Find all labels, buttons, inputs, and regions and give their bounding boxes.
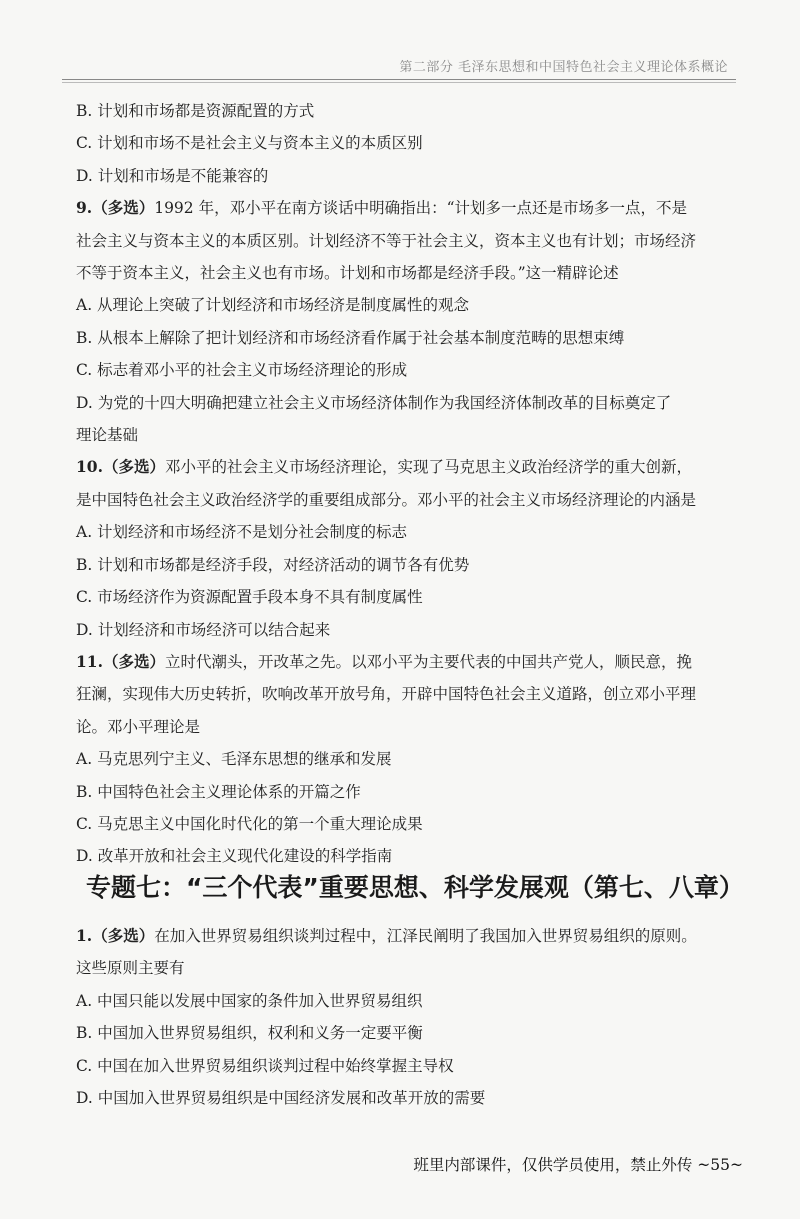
- q11-stem-line-3: 论。邓小平理论是: [76, 717, 201, 736]
- q10-option-c: C. 市场经济作为资源配置手段本身不具有制度属性: [76, 588, 423, 607]
- s7q1-option-c: C. 中国在加入世界贸易组织谈判过程中始终掌握主导权: [76, 1056, 454, 1075]
- q11-type: （多选）: [102, 651, 165, 671]
- q9-option-a: A. 从理论上突破了计划经济和市场经济是制度属性的观念: [76, 296, 470, 315]
- q9-stem-text-1: 1992 年，邓小平在南方谈话中明确指出：“计划多一点还是市场多一点，不是: [154, 199, 688, 218]
- q11-option-a: A. 马克思列宁主义、毛泽东思想的继承和发展: [76, 750, 392, 769]
- q8-option-d: D. 计划和市场是不能兼容的: [76, 166, 269, 185]
- q9-option-c: C. 标志着邓小平的社会主义市场经济理论的形成: [76, 361, 408, 380]
- s7q1-stem-line-1: [76, 920, 736, 952]
- running-header: 第二部分 毛泽东思想和中国特色社会主义理论体系概论: [399, 60, 728, 75]
- q11-stem-text-1: 立时代潮头，开改革之先。以邓小平为主要代表的中国共产党人，顺民意，挽: [164, 652, 692, 671]
- section-heading: 专题七：“三个代表”重要思想、科学发展观（第七、八章）: [86, 873, 744, 902]
- s7q1-number: 1.: [76, 926, 93, 945]
- q11-stem-line-1: [76, 646, 736, 678]
- q11-stem-line-2: 狂澜，实现伟大历史转折，吹响改革开放号角，开辟中国特色社会主义道路，创立邓小平理: [76, 685, 697, 704]
- q8-option-c: C. 计划和市场不是社会主义与资本主义的本质区别: [76, 134, 423, 153]
- page-footer: 班里内部课件，仅供学员使用，禁止外传 ~55~: [413, 1156, 743, 1174]
- s7q1-option-d: D. 中国加入世界贸易组织是中国经济发展和改革开放的需要: [76, 1089, 486, 1108]
- q10-stem-line-2: 是中国特色社会主义政治经济学的重要组成部分。邓小平的社会主义市场经济理论的内涵是: [76, 490, 697, 509]
- s7q1-option-a: A. 中国只能以发展中国家的条件加入世界贸易组织: [76, 991, 423, 1010]
- question-list: [76, 95, 736, 873]
- q9-number: 9.: [76, 198, 93, 218]
- q10-option-d: D. 计划经济和市场经济可以结合起来: [76, 620, 331, 639]
- q9-option-b: B. 从根本上解除了把计划经济和市场经济看作属于社会基本制度范畴的思想束缚: [76, 328, 625, 347]
- q10-option-b: B. 计划和市场都是经济手段，对经济活动的调节各有优势: [76, 555, 470, 574]
- q9-option-d: D. 为党的十四大明确把建立社会主义市场经济体制作为我国经济体制改革的目标奠定了: [76, 393, 672, 412]
- q11-option-b: B. 中国特色社会主义理论体系的开篇之作: [76, 782, 361, 801]
- header-rule: [62, 79, 736, 83]
- q10-option-a: A. 计划经济和市场经济不是划分社会制度的标志: [76, 523, 408, 542]
- s7q1-option-b: B. 中国加入世界贸易组织，权利和义务一定要平衡: [76, 1024, 423, 1043]
- q10-stem-line-1: [76, 451, 736, 483]
- q9-stem-line-2: 社会主义与资本主义的本质区别。计划经济不等于社会主义，资本主义也有计划；市场经济: [76, 231, 697, 250]
- q10-number: 10.: [76, 457, 103, 477]
- s7q1-type: （多选）: [92, 926, 155, 945]
- s7q1-stem-text-1: 在加入世界贸易组织谈判过程中，江泽民阐明了我国加入世界贸易组织的原则。: [154, 927, 697, 945]
- q11-option-c: C. 马克思主义中国化时代化的第一个重大理论成果: [76, 814, 423, 833]
- q9-stem-line-1: [76, 192, 736, 224]
- q8-option-b: B. 计划和市场都是资源配置的方式: [76, 102, 315, 120]
- q11-number: 11.: [76, 651, 103, 671]
- s7q1-stem-line-2: 这些原则主要有: [76, 959, 185, 978]
- q9-type: （多选）: [92, 198, 155, 218]
- q11-option-d: D. 改革开放和社会主义现代化建设的科学指南: [76, 847, 393, 866]
- q9-option-d-cont: 理论基础: [76, 426, 139, 445]
- q10-stem-text-1: 邓小平的社会主义市场经济理论，实现了马克思主义政治经济学的重大创新，: [164, 458, 692, 477]
- q9-stem-line-3: 不等于资本主义，社会主义也有市场。计划和市场都是经济手段。”这一精辟论述: [76, 264, 619, 283]
- q10-type: （多选）: [102, 457, 165, 477]
- section-question-list: [76, 920, 736, 1114]
